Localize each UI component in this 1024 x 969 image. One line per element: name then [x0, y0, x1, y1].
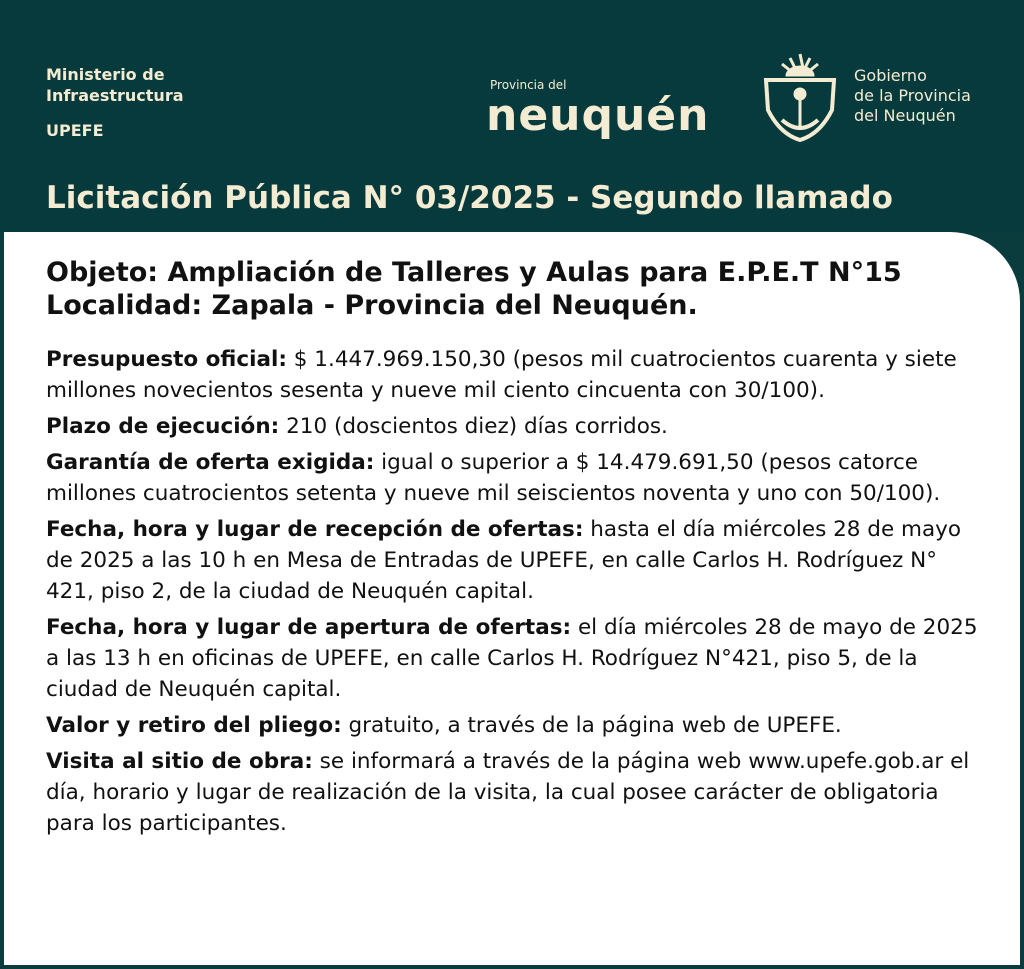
item-garantia: Garantía de oferta exigida: igual o superior a $ 14.479.691,50 (pesos catorce millones cuatrocientos setenta y nueve mil seiscientos noventa y uno con 50/100). [46, 450, 941, 506]
gov-line1: Gobierno [854, 66, 927, 85]
gov-line3: del Neuquén [854, 106, 956, 125]
item-plazo: Plazo de ejecución: 210 (doscientos diez) días corridos. [46, 414, 668, 439]
ministry-block [46, 64, 184, 141]
objeto: Objeto: Ampliación de Talleres y Aulas para E.P.E.T N°15 [46, 257, 902, 288]
province-logo-small: Provincia del [490, 78, 567, 92]
gov-line2: de la Provincia [854, 86, 971, 105]
localidad: Localidad: Zapala - Provincia del Neuquén. [46, 290, 698, 321]
province-logo [486, 78, 710, 141]
page-title: Licitación Pública N° 03/2025 - Segundo llamado [46, 180, 893, 216]
header-banner [0, 0, 1024, 232]
unit-name: UPEFE [46, 121, 104, 140]
government-logo [760, 50, 971, 142]
notice-body [4, 232, 1020, 965]
ministry-line2: Infraestructura [46, 86, 184, 105]
item-recepcion: Fecha, hora y lugar de recepción de ofertas: hasta el día miércoles 28 de mayo de 2025 a las 10 h en Mesa de Entradas de UPEFE, en calle Carlos H. Rodríguez N° 421, piso 2, de la ciudad de Neuquén capital. [46, 517, 961, 604]
item-presupuesto: Presupuesto oficial: $ 1.447.969.150,30 (pesos mil cuatrocientos cuarenta y siete millones novecientos sesenta y nueve mil ciento cincuenta con 30/100). [46, 347, 957, 403]
coat-of-arms-icon [760, 50, 840, 142]
province-logo-wordmark: neuquén [486, 90, 710, 141]
item-visita: Visita al sitio de obra: se informará a través de la página web www.upefe.gob.ar el día, horario y lugar de realización de la visita, la cual posee carácter de obligatoria para los participantes. [46, 749, 970, 836]
ministry-line1: Ministerio de [46, 65, 165, 84]
item-apertura: Fecha, hora y lugar de apertura de ofertas: el día miércoles 28 de mayo de 2025 a las 13 h en oficinas de UPEFE, en calle Carlos H. Rodríguez N°421, piso 5, de la ciudad de Neuquén capital. [46, 615, 978, 702]
item-pliego: Valor y retiro del pliego: gratuito, a través de la página web de UPEFE. [46, 713, 842, 738]
